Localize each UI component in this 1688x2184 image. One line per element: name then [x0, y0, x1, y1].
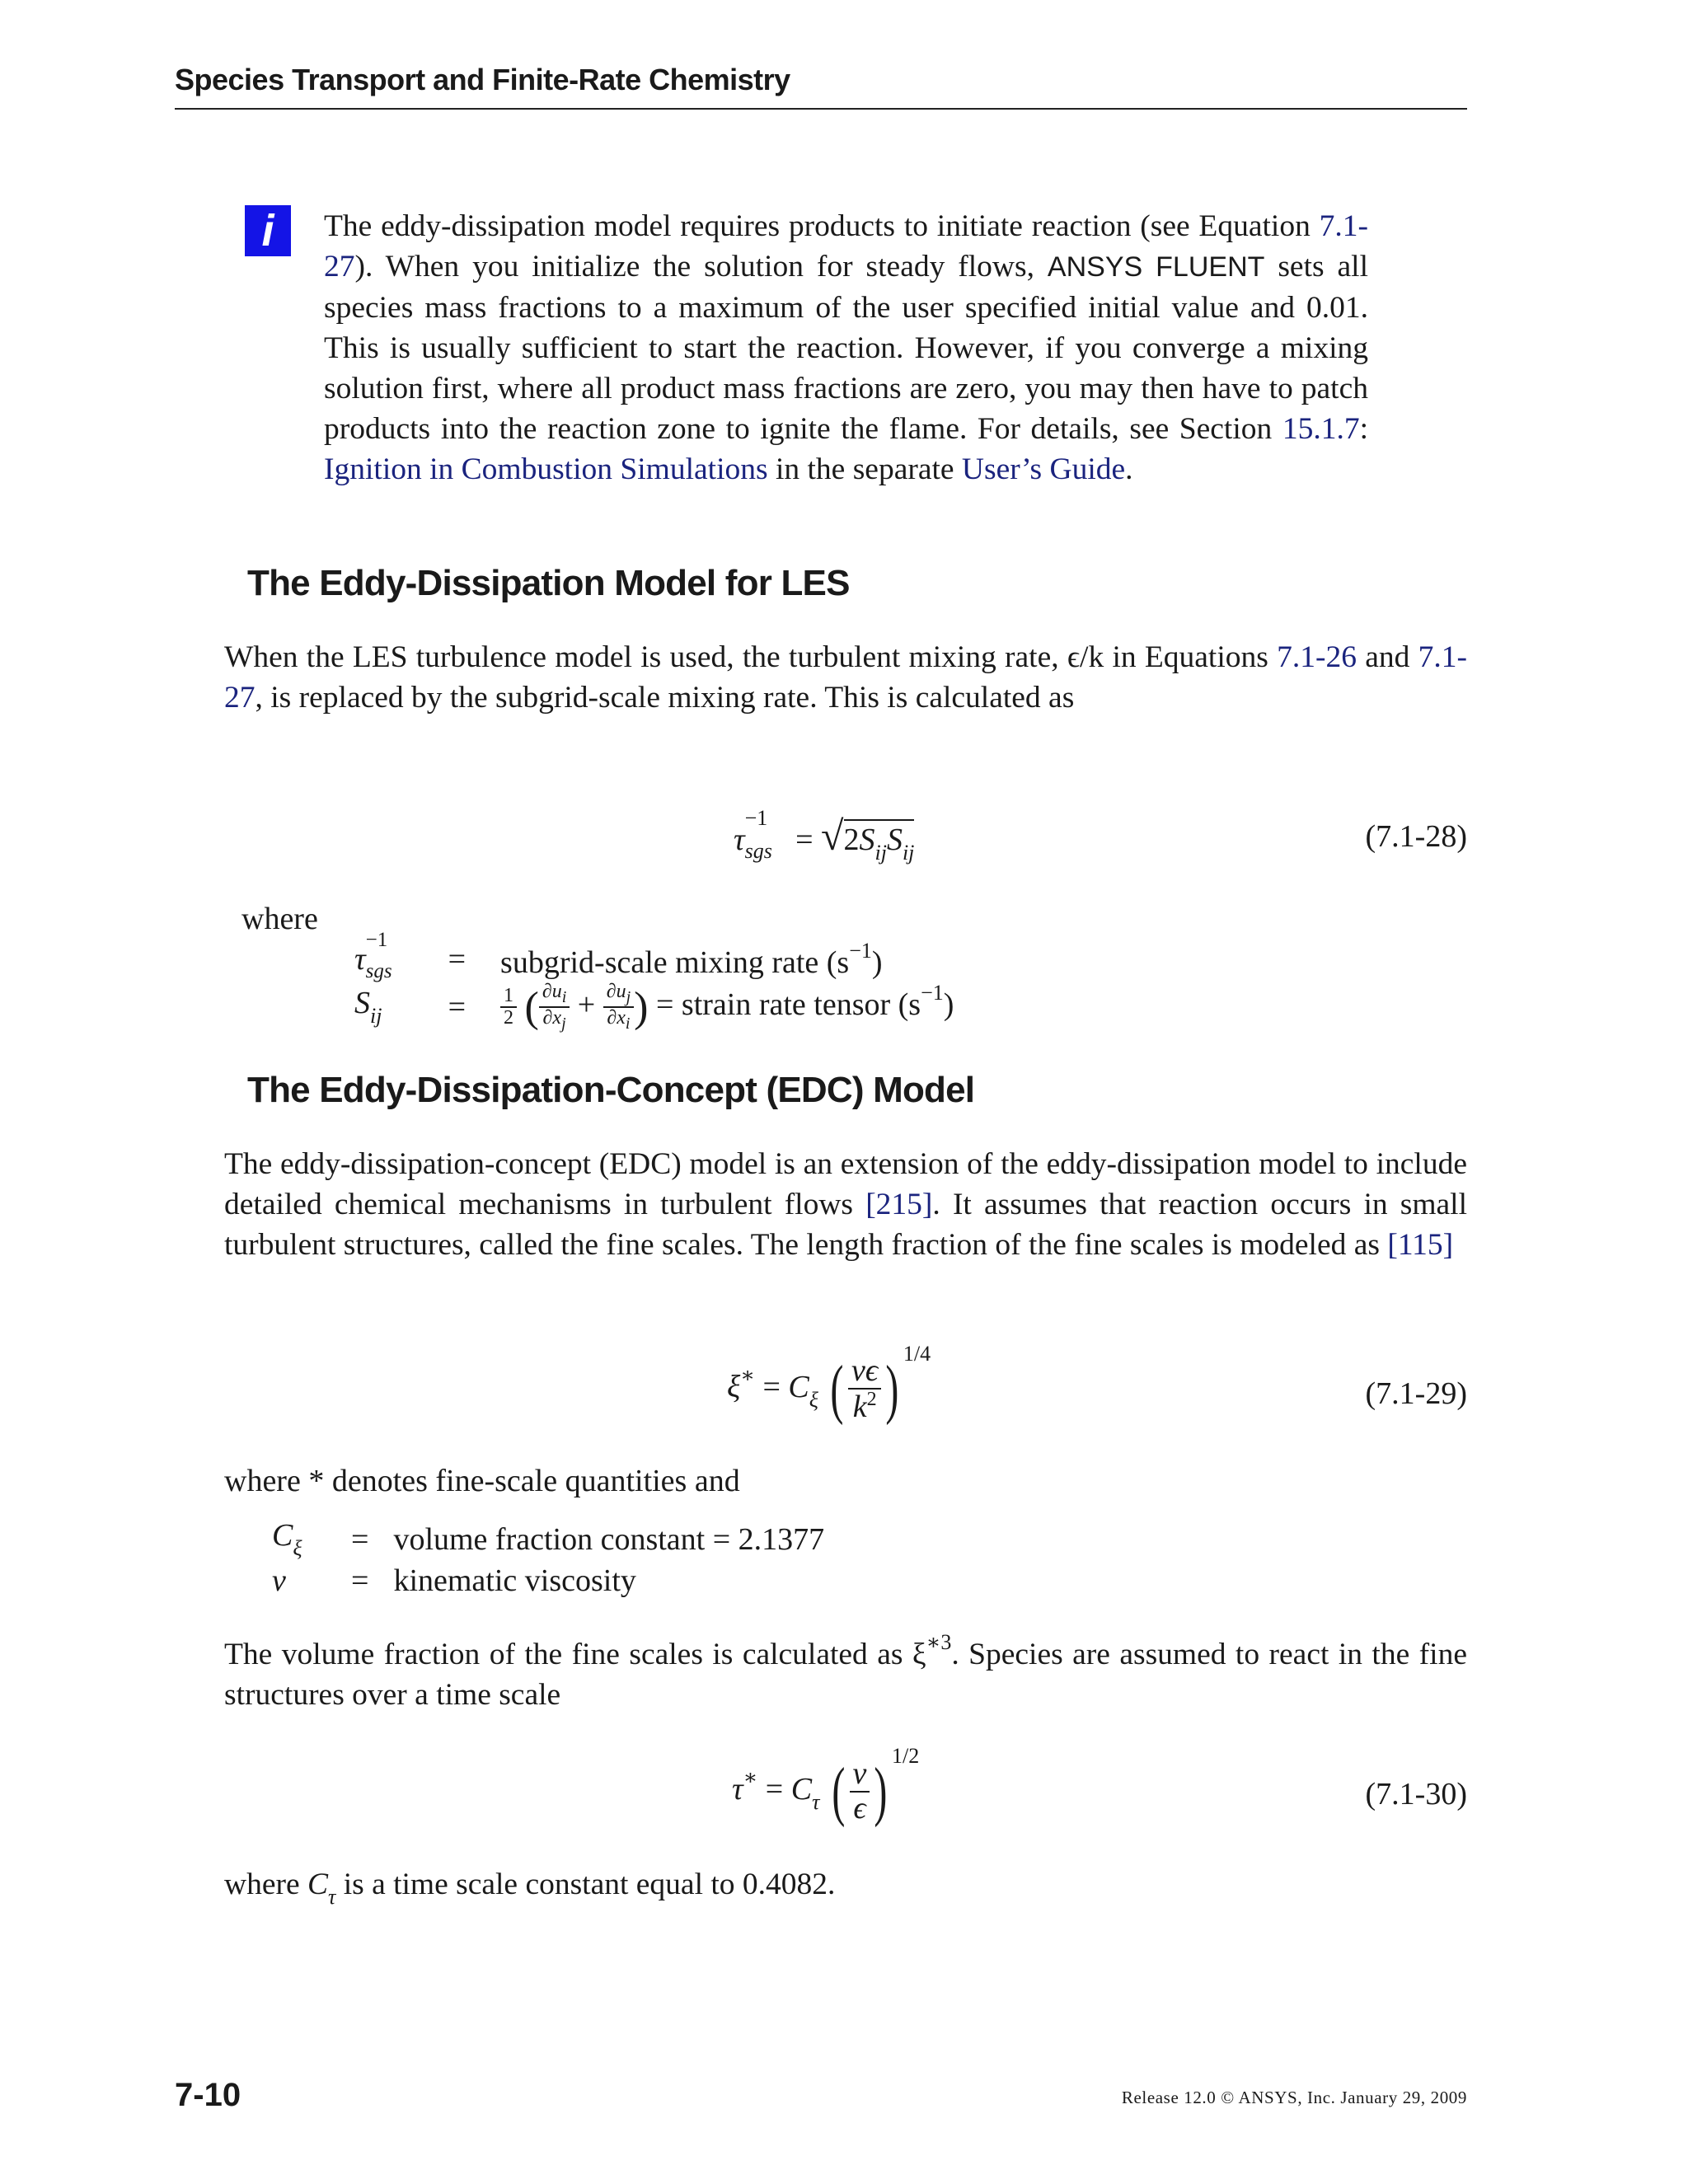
- release-info: Release 12.0 © ANSYS, Inc. January 29, 2009: [1121, 2088, 1467, 2107]
- equation-7-1-28: τ −1 sgs = $√2S_{ij}S_{ij}$: [734, 806, 915, 865]
- definition-row-c-xi: $C_\xi$ = volume fraction constant = 2.1377: [272, 1518, 825, 1560]
- link-equation-7-1-27[interactable]: 7.1-27: [324, 209, 1368, 284]
- definition-row-tau: τ −1 sgs = subgrid-scale mixing rate $(s^{-1})$: [354, 929, 883, 982]
- edc-paragraph-3: where $C_\tau$ is a time scale constant equal to 0.4082.: [224, 1868, 836, 1909]
- citation-115[interactable]: [115]: [1387, 1228, 1454, 1262]
- link-ignition-in-combustion[interactable]: Ignition in Combustion Simulations: [324, 452, 768, 486]
- citation-215[interactable]: [215]: [865, 1188, 933, 1221]
- heading-eddy-dissipation-les: The Eddy-Dissipation Model for LES: [247, 563, 850, 603]
- page-number: 7-10: [175, 2077, 241, 2113]
- equation-7-1-29: $\xi^∗ = C_\xi$ ( $\frac{\nu\epsilon}{k^2}$ ) $^{1/4}$: [727, 1342, 931, 1426]
- edc-paragraph-1: The eddy-dissipation-concept (EDC) model is an extension of the eddy-dissipation model to include detailed chemical mechanisms in turbulent flows [215]. It assumes that reaction occurs in small turbulent structures, called the fine scales. The length fraction of the fine scales is modeled as [115]: [224, 1147, 1467, 1262]
- link-users-guide[interactable]: User’s Guide: [961, 452, 1126, 486]
- link-section-15-1-7[interactable]: 15.1.7: [1282, 412, 1360, 446]
- link-equation-7-1-27b[interactable]: 7.1-27: [224, 640, 1467, 715]
- where-label: where: [241, 902, 318, 936]
- les-definitions: [354, 929, 962, 1033]
- heading-edc-model: The Eddy-Dissipation-Concept (EDC) Model: [247, 1070, 975, 1110]
- equation-number-7-1-28: (7.1-28): [1365, 819, 1467, 854]
- equation-number-7-1-29: (7.1-29): [1365, 1376, 1467, 1411]
- link-equation-7-1-26[interactable]: 7.1-26: [1277, 640, 1357, 674]
- les-paragraph: When the LES turbulence model is used, the turbulent mixing rate, ϵ/k in Equations 7.1-26 and 7.1-27, is replaced by the subgrid-scale mixing rate. This is calculated as: [224, 640, 1467, 715]
- product-name: ANSYS FLUENT: [1047, 251, 1265, 283]
- info-icon: i: [245, 205, 291, 256]
- edc-paragraph-2: The volume fraction of the fine scales is calculated as $\xi^{∗3}$. Species are assumed to react in the fine structures over a time scale: [224, 1630, 1467, 1712]
- header-rule: [175, 108, 1467, 110]
- definition-row-sij: $S_{ij}$ = $\frac{1}{2}$ ( $\frac{\partial u_i}{\partial x_j}$ + $\frac{\partial u_j}{\partial x_i}$ ) = strain rate tensor $(s^{-1})$: [354, 981, 954, 1033]
- edc-definitions: [272, 1517, 832, 1601]
- running-header: Species Transport and Finite-Rate Chemistry: [175, 63, 790, 96]
- equation-number-7-1-30: (7.1-30): [1365, 1777, 1467, 1811]
- info-note: The eddy-dissipation model requires products to initiate reaction (see Equation 7.1-27). When you initialize the solution for steady flows, ANSYS FLUENT sets all species mass fractions to a maximum of the user specified initial value and 0.01. This is usually sufficient to start the reaction. However, if you converge a mixing solution first, where all product mass fractions are zero, you may then have to patch products into the reaction zone to ignite the flame. For details, see Section 15.1.7: Ignition in Combustion Simulations in the separate User’s Guide.: [324, 209, 1368, 486]
- definition-row-nu: ν = kinematic viscosity: [272, 1563, 636, 1598]
- where-fine-scale: where * denotes fine-scale quantities and: [224, 1464, 740, 1498]
- equation-7-1-30: $\tau^∗ = C_\tau$ ( $\frac{\nu}{\epsilon}$ ) $^{1/2}$: [732, 1744, 920, 1828]
